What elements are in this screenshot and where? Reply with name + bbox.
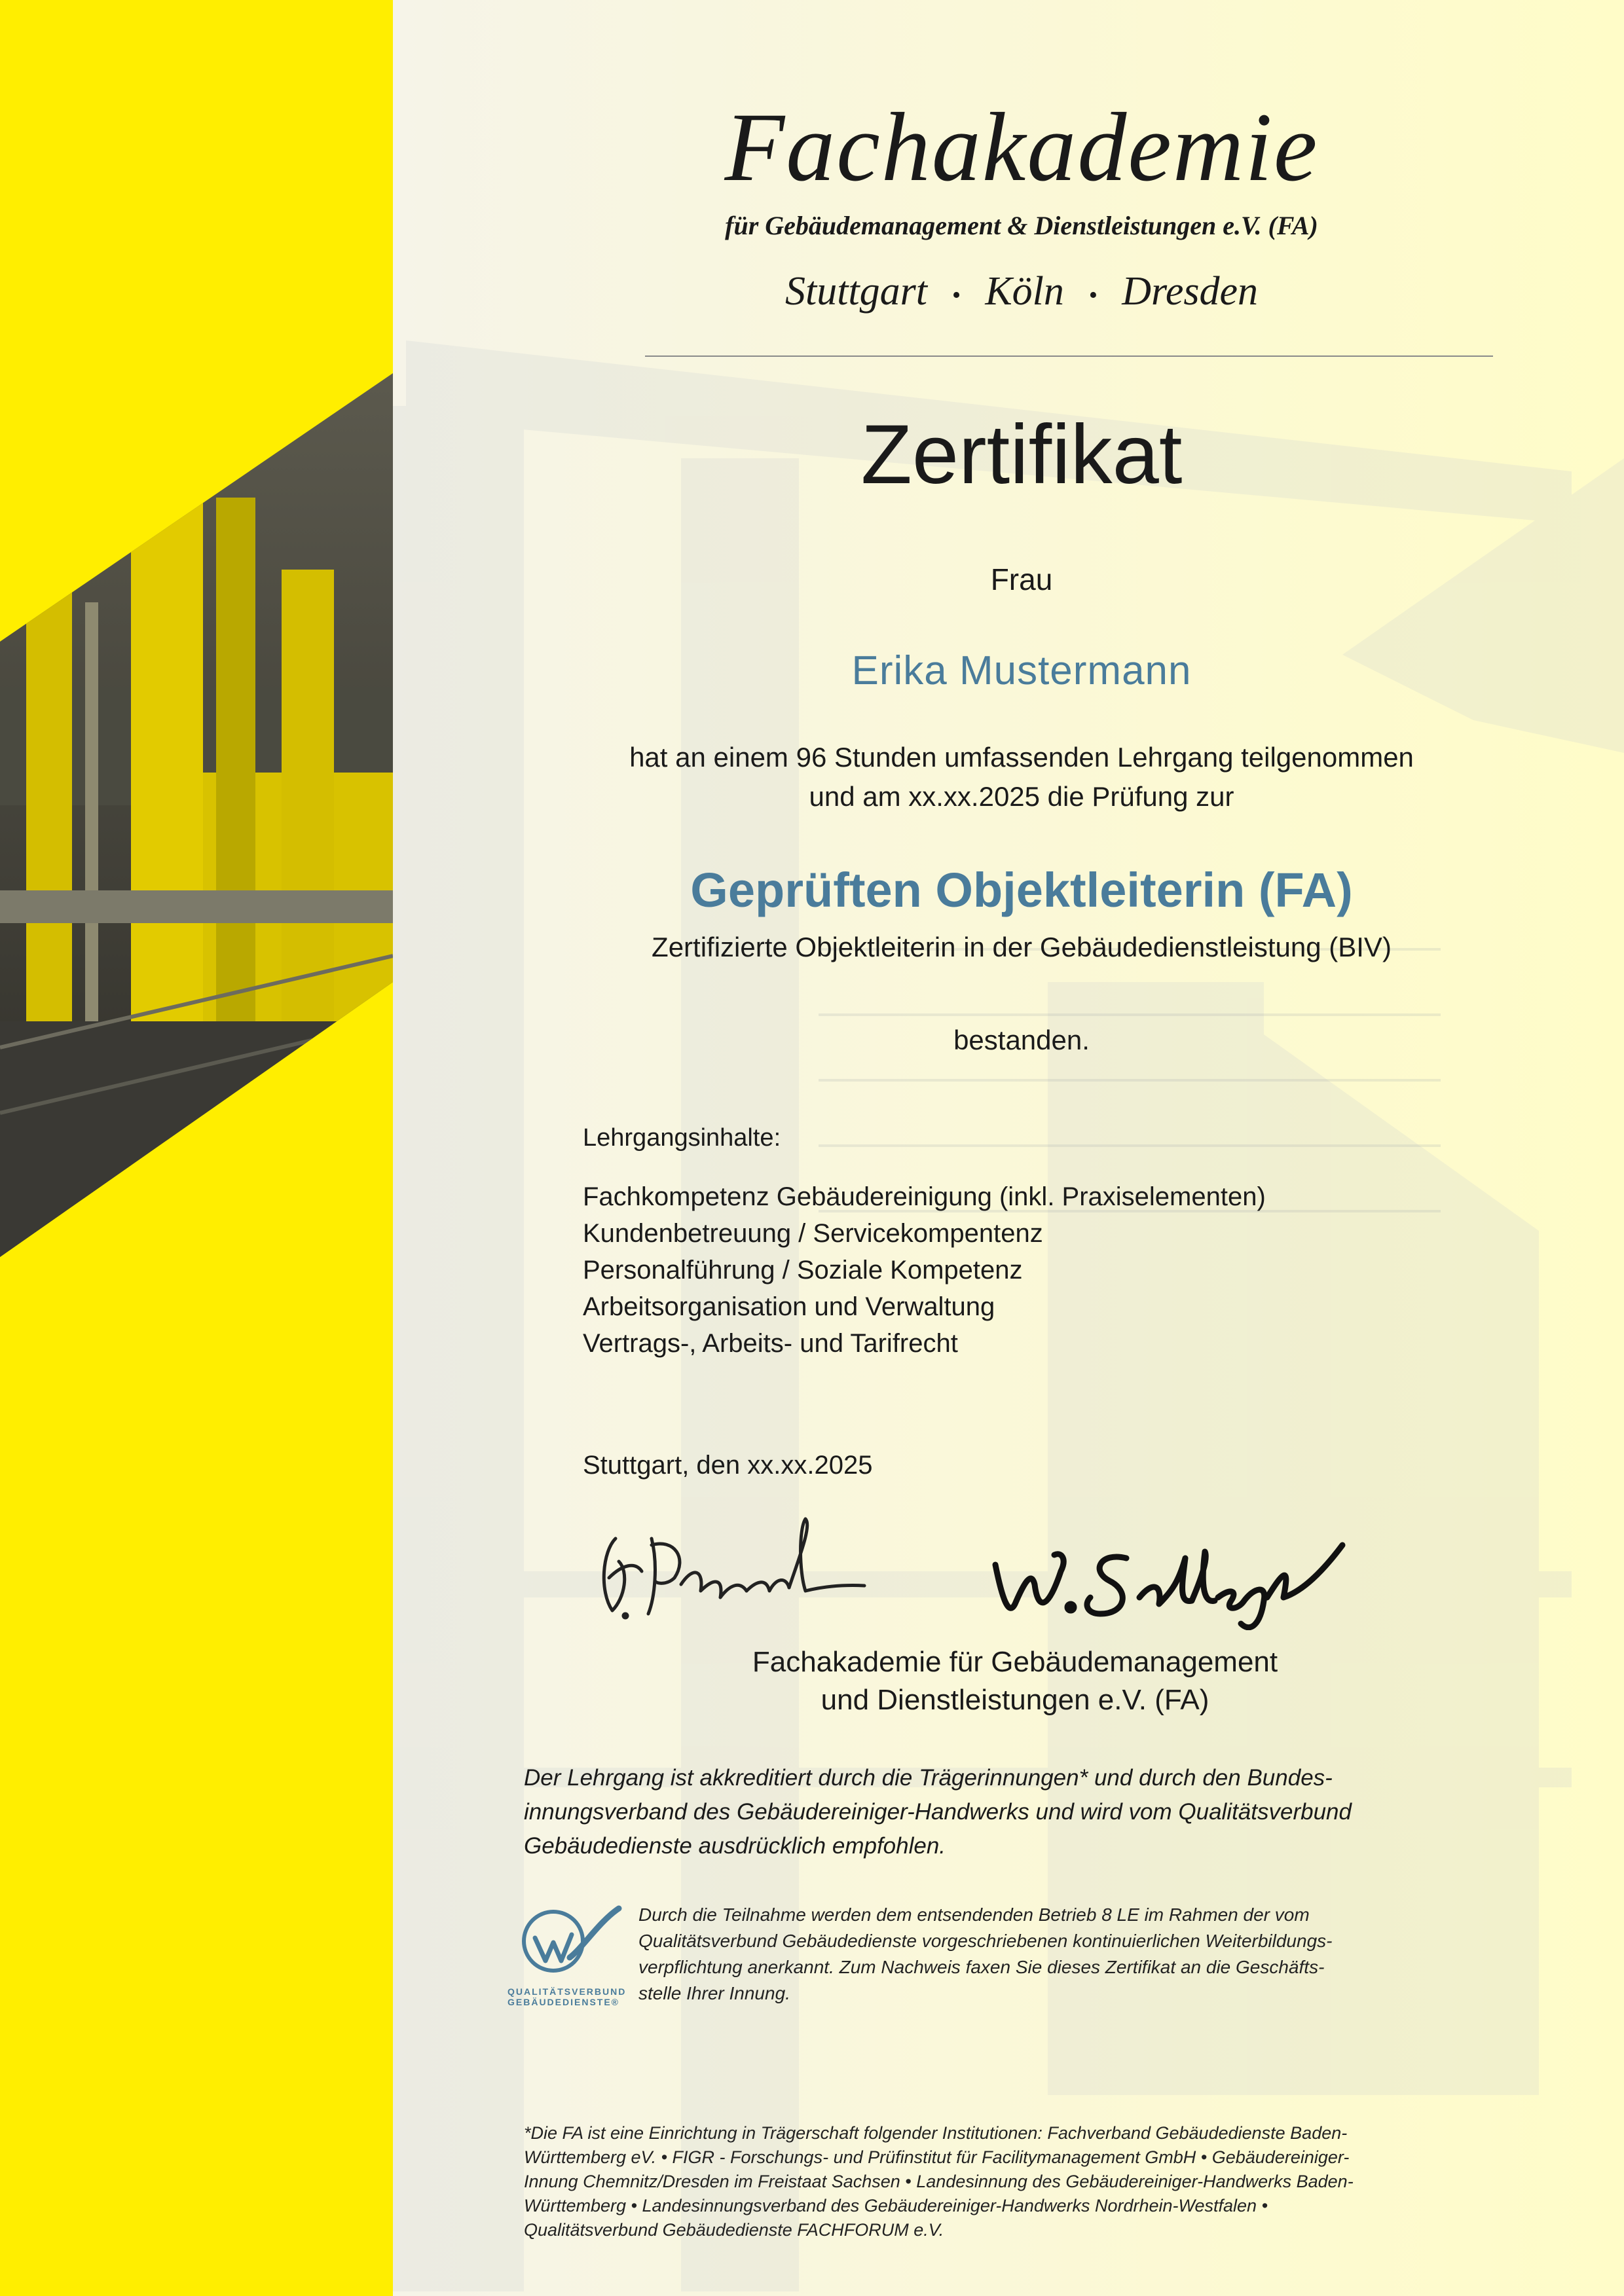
- certificate-heading: Zertifikat: [860, 408, 1183, 501]
- participation-line-1: hat an einem 96 Stunden umfassenden Lehrgang teilgenommen: [629, 742, 1414, 773]
- course-contents-list: [583, 1178, 1266, 1362]
- accreditation-text: [524, 1761, 1506, 1863]
- quality-logo-label-1: QUALITÄTSVERBUND: [507, 1986, 627, 1997]
- city-dresden: Dresden: [1122, 269, 1259, 314]
- signature-right: [976, 1519, 1382, 1630]
- qualification-title: Geprüften Objektleiterin (FA): [690, 863, 1353, 917]
- course-item: Fachkompetenz Gebäudereinigung (inkl. Praxiselementen): [583, 1182, 1266, 1211]
- quality-note-line: stelle Ihrer Innung.: [638, 1983, 790, 2003]
- course-item: Kundenbetreuung / Servicekompentenz: [583, 1219, 1043, 1248]
- quality-seal-icon: [507, 1902, 638, 1980]
- footnote-line: Württemberg • Landesinnungsverband des Gebäudereiniger-Handwerks Nordrhein-Westfalen •: [524, 2196, 1268, 2215]
- accreditation-line: Gebäudedienste ausdrücklich empfohlen.: [524, 1833, 946, 1859]
- footnote-line: *Die FA ist eine Einrichtung in Trägerschaft folgender Institutionen: Fachverband Gebäudedienste Baden-: [524, 2123, 1348, 2143]
- salutation: Frau: [990, 562, 1053, 596]
- footnote-line: Innung Chemnitz/Dresden im Freistaat Sachsen • Landesinnung des Gebäudereiniger-Handwerks Baden-: [524, 2172, 1354, 2191]
- qualification-subtitle: Zertifizierte Objektleiterin in der Gebäudedienstleistung (BIV): [652, 932, 1392, 962]
- city-stuttgart: Stuttgart: [784, 269, 928, 314]
- course-item: Personalführung / Soziale Kompetenz: [583, 1256, 1023, 1285]
- issuer-line-1: Fachakademie für Gebäudemanagement: [752, 1646, 1278, 1678]
- place-date: Stuttgart, den xx.xx.2025: [583, 1451, 873, 1480]
- academy-cities: [537, 265, 1506, 321]
- course-item: Vertrags-, Arbeits- und Tarifrecht: [583, 1329, 958, 1358]
- city-separator: •: [951, 281, 961, 309]
- quality-logo-label-2: GEBÄUDEDIENSTE®: [507, 1997, 619, 2007]
- footnote-line: Württemberg eV. • FIGR - Forschungs- und Prüfinstitut für Facilitymanagement GmbH • Gebäudereiniger-: [524, 2147, 1350, 2167]
- quality-logo: [507, 1902, 638, 2020]
- course-item: Arbeitsorganisation und Verwaltung: [583, 1292, 995, 1321]
- academy-subtitle: für Gebäudemanagement & Dienstleistungen e.V. (FA): [725, 211, 1318, 240]
- quality-note: [638, 1902, 1490, 2007]
- participation-line-2: und am xx.xx.2025 die Prüfung zur: [809, 781, 1234, 812]
- issuer-line-2: und Dienstleistungen e.V. (FA): [821, 1684, 1209, 1716]
- quality-note-line: verpflichtung anerkannt. Zum Nachweis faxen Sie dieses Zertifikat an die Geschäfts-: [638, 1957, 1325, 1977]
- signature-left: [589, 1499, 877, 1624]
- course-contents-label: Lehrgangsinhalte:: [583, 1124, 781, 1152]
- quality-note-line: Qualitätsverbund Gebäudedienste vorgeschriebenen kontinuierlichen Weiterbildungs-: [638, 1931, 1333, 1951]
- accreditation-line: Der Lehrgang ist akkreditiert durch die Trägerinnungen* und durch den Bundes-: [524, 1765, 1333, 1791]
- quality-note-line: Durch die Teilnahme werden dem entsendenden Betrieb 8 LE im Rahmen der vom: [638, 1904, 1310, 1925]
- academy-title: Fachakademie: [724, 93, 1319, 202]
- footnote-line: Qualitätsverbund Gebäudedienste FACHFORUM e.V.: [524, 2220, 944, 2240]
- city-separator: •: [1088, 281, 1098, 309]
- city-koeln: Köln: [985, 269, 1064, 314]
- header-divider: [645, 355, 1493, 357]
- accreditation-line: innungsverband des Gebäudereiniger-Handwerks und wird vom Qualitätsverbund: [524, 1799, 1352, 1825]
- recipient-name: Erika Mustermann: [851, 648, 1192, 693]
- footnote: [524, 2121, 1519, 2242]
- passed-text: bestanden.: [953, 1025, 1090, 1055]
